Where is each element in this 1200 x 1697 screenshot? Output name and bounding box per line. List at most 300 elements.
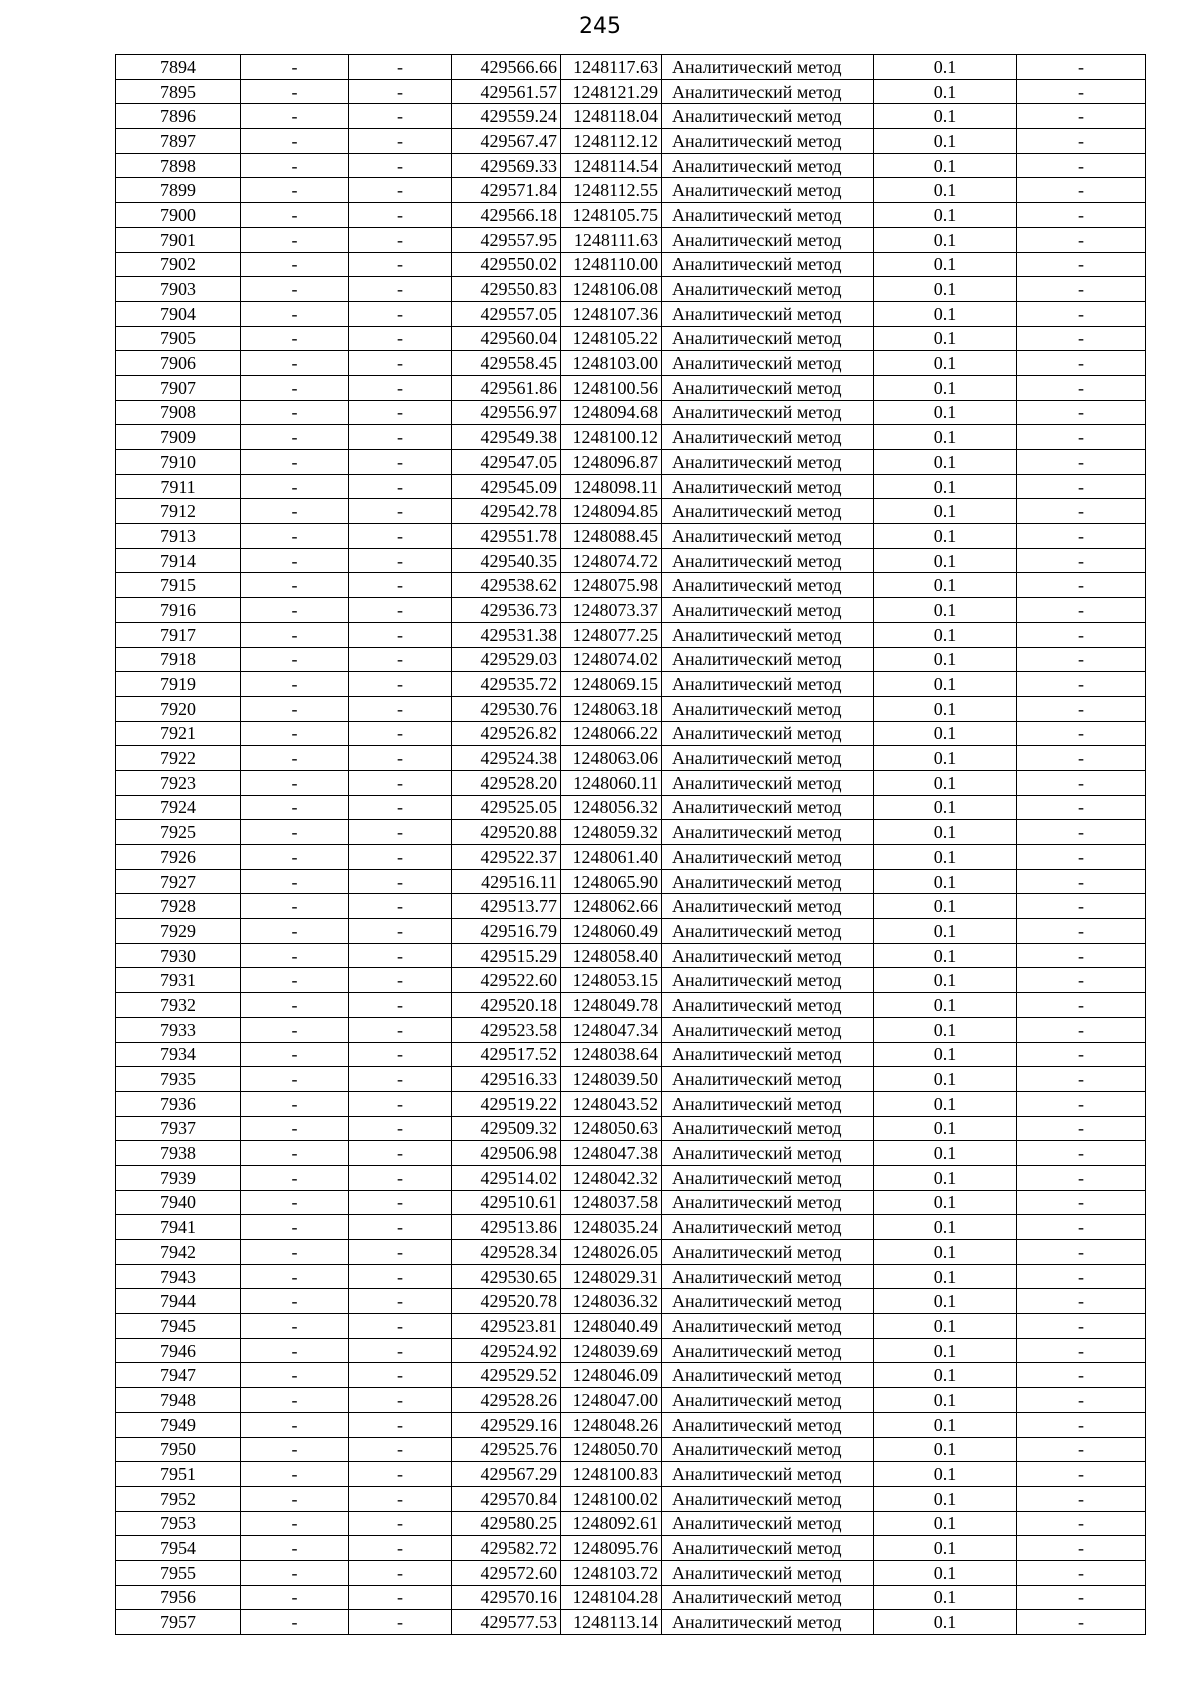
accuracy-cell: 0.1 bbox=[874, 548, 1017, 573]
empty-cell: - bbox=[1017, 129, 1146, 154]
empty-cell: - bbox=[241, 524, 349, 549]
empty-cell: - bbox=[1017, 153, 1146, 178]
method-cell: Аналитический метод bbox=[662, 1141, 874, 1166]
point-number-cell: 7910 bbox=[116, 450, 241, 475]
empty-cell: - bbox=[349, 1165, 452, 1190]
empty-cell: - bbox=[241, 1314, 349, 1339]
table-row bbox=[116, 894, 1146, 919]
empty-cell: - bbox=[241, 1412, 349, 1437]
accuracy-cell: 0.1 bbox=[874, 746, 1017, 771]
method-cell: Аналитический метод bbox=[662, 1511, 874, 1536]
x-coordinate-cell: 429506.98 bbox=[452, 1141, 561, 1166]
x-coordinate-cell: 429517.52 bbox=[452, 1042, 561, 1067]
empty-cell: - bbox=[241, 1190, 349, 1215]
point-number-cell: 7954 bbox=[116, 1536, 241, 1561]
x-coordinate-cell: 429510.61 bbox=[452, 1190, 561, 1215]
method-cell: Аналитический метод bbox=[662, 203, 874, 228]
empty-cell: - bbox=[241, 672, 349, 697]
y-coordinate-cell: 1248047.34 bbox=[561, 1017, 662, 1042]
method-cell: Аналитический метод bbox=[662, 943, 874, 968]
method-cell: Аналитический метод bbox=[662, 1338, 874, 1363]
point-number-cell: 7909 bbox=[116, 425, 241, 450]
empty-cell: - bbox=[1017, 746, 1146, 771]
x-coordinate-cell: 429572.60 bbox=[452, 1560, 561, 1585]
y-coordinate-cell: 1248039.50 bbox=[561, 1067, 662, 1092]
x-coordinate-cell: 429559.24 bbox=[452, 104, 561, 129]
empty-cell: - bbox=[241, 1560, 349, 1585]
empty-cell: - bbox=[1017, 450, 1146, 475]
accuracy-cell: 0.1 bbox=[874, 55, 1017, 80]
empty-cell: - bbox=[241, 696, 349, 721]
table-row bbox=[116, 450, 1146, 475]
point-number-cell: 7917 bbox=[116, 622, 241, 647]
empty-cell: - bbox=[1017, 1536, 1146, 1561]
empty-cell: - bbox=[241, 1511, 349, 1536]
x-coordinate-cell: 429524.38 bbox=[452, 746, 561, 771]
empty-cell: - bbox=[1017, 1511, 1146, 1536]
empty-cell: - bbox=[349, 647, 452, 672]
table-row bbox=[116, 647, 1146, 672]
point-number-cell: 7907 bbox=[116, 375, 241, 400]
empty-cell: - bbox=[241, 252, 349, 277]
method-cell: Аналитический метод bbox=[662, 1116, 874, 1141]
point-number-cell: 7931 bbox=[116, 968, 241, 993]
empty-cell: - bbox=[1017, 1338, 1146, 1363]
point-number-cell: 7922 bbox=[116, 746, 241, 771]
empty-cell: - bbox=[241, 573, 349, 598]
method-cell: Аналитический метод bbox=[662, 1462, 874, 1487]
table-row bbox=[116, 1116, 1146, 1141]
empty-cell: - bbox=[349, 450, 452, 475]
empty-cell: - bbox=[1017, 894, 1146, 919]
accuracy-cell: 0.1 bbox=[874, 375, 1017, 400]
empty-cell: - bbox=[1017, 795, 1146, 820]
method-cell: Аналитический метод bbox=[662, 129, 874, 154]
accuracy-cell: 0.1 bbox=[874, 770, 1017, 795]
table-row bbox=[116, 1412, 1146, 1437]
method-cell: Аналитический метод bbox=[662, 1388, 874, 1413]
accuracy-cell: 0.1 bbox=[874, 795, 1017, 820]
empty-cell: - bbox=[349, 795, 452, 820]
accuracy-cell: 0.1 bbox=[874, 1388, 1017, 1413]
table-row bbox=[116, 252, 1146, 277]
y-coordinate-cell: 1248088.45 bbox=[561, 524, 662, 549]
empty-cell: - bbox=[241, 326, 349, 351]
empty-cell: - bbox=[349, 1190, 452, 1215]
x-coordinate-cell: 429528.20 bbox=[452, 770, 561, 795]
table-row bbox=[116, 1437, 1146, 1462]
x-coordinate-cell: 429516.11 bbox=[452, 869, 561, 894]
method-cell: Аналитический метод bbox=[662, 450, 874, 475]
table-row bbox=[116, 993, 1146, 1018]
accuracy-cell: 0.1 bbox=[874, 499, 1017, 524]
point-number-cell: 7930 bbox=[116, 943, 241, 968]
accuracy-cell: 0.1 bbox=[874, 203, 1017, 228]
y-coordinate-cell: 1248092.61 bbox=[561, 1511, 662, 1536]
empty-cell: - bbox=[1017, 400, 1146, 425]
x-coordinate-cell: 429556.97 bbox=[452, 400, 561, 425]
x-coordinate-cell: 429525.76 bbox=[452, 1437, 561, 1462]
empty-cell: - bbox=[241, 795, 349, 820]
table-row bbox=[116, 1511, 1146, 1536]
x-coordinate-cell: 429561.86 bbox=[452, 375, 561, 400]
accuracy-cell: 0.1 bbox=[874, 79, 1017, 104]
method-cell: Аналитический метод bbox=[662, 301, 874, 326]
empty-cell: - bbox=[349, 1536, 452, 1561]
y-coordinate-cell: 1248038.64 bbox=[561, 1042, 662, 1067]
method-cell: Аналитический метод bbox=[662, 1486, 874, 1511]
method-cell: Аналитический метод bbox=[662, 1289, 874, 1314]
x-coordinate-cell: 429561.57 bbox=[452, 79, 561, 104]
accuracy-cell: 0.1 bbox=[874, 129, 1017, 154]
point-number-cell: 7946 bbox=[116, 1338, 241, 1363]
y-coordinate-cell: 1248040.49 bbox=[561, 1314, 662, 1339]
y-coordinate-cell: 1248112.12 bbox=[561, 129, 662, 154]
x-coordinate-cell: 429560.04 bbox=[452, 326, 561, 351]
y-coordinate-cell: 1248046.09 bbox=[561, 1363, 662, 1388]
accuracy-cell: 0.1 bbox=[874, 153, 1017, 178]
table-row bbox=[116, 820, 1146, 845]
x-coordinate-cell: 429569.33 bbox=[452, 153, 561, 178]
point-number-cell: 7904 bbox=[116, 301, 241, 326]
empty-cell: - bbox=[1017, 1067, 1146, 1092]
method-cell: Аналитический метод bbox=[662, 1585, 874, 1610]
empty-cell: - bbox=[241, 277, 349, 302]
table-row bbox=[116, 351, 1146, 376]
empty-cell: - bbox=[1017, 869, 1146, 894]
y-coordinate-cell: 1248035.24 bbox=[561, 1215, 662, 1240]
point-number-cell: 7901 bbox=[116, 227, 241, 252]
point-number-cell: 7926 bbox=[116, 845, 241, 870]
accuracy-cell: 0.1 bbox=[874, 1289, 1017, 1314]
table-row bbox=[116, 375, 1146, 400]
y-coordinate-cell: 1248074.02 bbox=[561, 647, 662, 672]
empty-cell: - bbox=[1017, 1240, 1146, 1265]
empty-cell: - bbox=[349, 1412, 452, 1437]
method-cell: Аналитический метод bbox=[662, 1536, 874, 1561]
y-coordinate-cell: 1248112.55 bbox=[561, 178, 662, 203]
empty-cell: - bbox=[349, 820, 452, 845]
accuracy-cell: 0.1 bbox=[874, 326, 1017, 351]
y-coordinate-cell: 1248061.40 bbox=[561, 845, 662, 870]
accuracy-cell: 0.1 bbox=[874, 1585, 1017, 1610]
x-coordinate-cell: 429547.05 bbox=[452, 450, 561, 475]
accuracy-cell: 0.1 bbox=[874, 845, 1017, 870]
method-cell: Аналитический метод bbox=[662, 894, 874, 919]
y-coordinate-cell: 1248058.40 bbox=[561, 943, 662, 968]
y-coordinate-cell: 1248096.87 bbox=[561, 450, 662, 475]
coordinates-table bbox=[115, 54, 1146, 1635]
y-coordinate-cell: 1248110.00 bbox=[561, 252, 662, 277]
y-coordinate-cell: 1248103.72 bbox=[561, 1560, 662, 1585]
x-coordinate-cell: 429570.16 bbox=[452, 1585, 561, 1610]
point-number-cell: 7898 bbox=[116, 153, 241, 178]
empty-cell: - bbox=[349, 1363, 452, 1388]
empty-cell: - bbox=[1017, 474, 1146, 499]
x-coordinate-cell: 429571.84 bbox=[452, 178, 561, 203]
accuracy-cell: 0.1 bbox=[874, 1165, 1017, 1190]
x-coordinate-cell: 429509.32 bbox=[452, 1116, 561, 1141]
method-cell: Аналитический метод bbox=[662, 548, 874, 573]
method-cell: Аналитический метод bbox=[662, 1017, 874, 1042]
empty-cell: - bbox=[241, 55, 349, 80]
x-coordinate-cell: 429550.83 bbox=[452, 277, 561, 302]
y-coordinate-cell: 1248100.12 bbox=[561, 425, 662, 450]
empty-cell: - bbox=[241, 894, 349, 919]
empty-cell: - bbox=[1017, 203, 1146, 228]
accuracy-cell: 0.1 bbox=[874, 1091, 1017, 1116]
method-cell: Аналитический метод bbox=[662, 598, 874, 623]
empty-cell: - bbox=[349, 400, 452, 425]
point-number-cell: 7936 bbox=[116, 1091, 241, 1116]
y-coordinate-cell: 1248094.85 bbox=[561, 499, 662, 524]
y-coordinate-cell: 1248100.83 bbox=[561, 1462, 662, 1487]
y-coordinate-cell: 1248065.90 bbox=[561, 869, 662, 894]
point-number-cell: 7895 bbox=[116, 79, 241, 104]
table-body bbox=[116, 55, 1146, 1635]
page-number: 245 bbox=[579, 14, 621, 39]
table-row bbox=[116, 672, 1146, 697]
accuracy-cell: 0.1 bbox=[874, 598, 1017, 623]
x-coordinate-cell: 429545.09 bbox=[452, 474, 561, 499]
y-coordinate-cell: 1248047.38 bbox=[561, 1141, 662, 1166]
point-number-cell: 7939 bbox=[116, 1165, 241, 1190]
point-number-cell: 7906 bbox=[116, 351, 241, 376]
y-coordinate-cell: 1248117.63 bbox=[561, 55, 662, 80]
accuracy-cell: 0.1 bbox=[874, 524, 1017, 549]
empty-cell: - bbox=[241, 1338, 349, 1363]
empty-cell: - bbox=[241, 1536, 349, 1561]
y-coordinate-cell: 1248060.11 bbox=[561, 770, 662, 795]
empty-cell: - bbox=[241, 869, 349, 894]
point-number-cell: 7944 bbox=[116, 1289, 241, 1314]
x-coordinate-cell: 429524.92 bbox=[452, 1338, 561, 1363]
table-row bbox=[116, 1388, 1146, 1413]
y-coordinate-cell: 1248100.02 bbox=[561, 1486, 662, 1511]
accuracy-cell: 0.1 bbox=[874, 252, 1017, 277]
empty-cell: - bbox=[349, 1091, 452, 1116]
empty-cell: - bbox=[349, 104, 452, 129]
empty-cell: - bbox=[1017, 1116, 1146, 1141]
table-row bbox=[116, 795, 1146, 820]
point-number-cell: 7928 bbox=[116, 894, 241, 919]
point-number-cell: 7908 bbox=[116, 400, 241, 425]
empty-cell: - bbox=[349, 721, 452, 746]
empty-cell: - bbox=[1017, 672, 1146, 697]
point-number-cell: 7934 bbox=[116, 1042, 241, 1067]
method-cell: Аналитический метод bbox=[662, 375, 874, 400]
empty-cell: - bbox=[1017, 1610, 1146, 1635]
empty-cell: - bbox=[349, 869, 452, 894]
table-row bbox=[116, 622, 1146, 647]
empty-cell: - bbox=[241, 203, 349, 228]
table-row bbox=[116, 573, 1146, 598]
empty-cell: - bbox=[1017, 968, 1146, 993]
empty-cell: - bbox=[241, 104, 349, 129]
empty-cell: - bbox=[349, 1215, 452, 1240]
empty-cell: - bbox=[349, 474, 452, 499]
method-cell: Аналитический метод bbox=[662, 919, 874, 944]
empty-cell: - bbox=[241, 598, 349, 623]
method-cell: Аналитический метод bbox=[662, 869, 874, 894]
empty-cell: - bbox=[349, 1437, 452, 1462]
empty-cell: - bbox=[1017, 647, 1146, 672]
table-row bbox=[116, 129, 1146, 154]
empty-cell: - bbox=[349, 894, 452, 919]
x-coordinate-cell: 429523.58 bbox=[452, 1017, 561, 1042]
x-coordinate-cell: 429557.95 bbox=[452, 227, 561, 252]
method-cell: Аналитический метод bbox=[662, 1363, 874, 1388]
empty-cell: - bbox=[241, 178, 349, 203]
point-number-cell: 7932 bbox=[116, 993, 241, 1018]
x-coordinate-cell: 429582.72 bbox=[452, 1536, 561, 1561]
empty-cell: - bbox=[241, 1610, 349, 1635]
empty-cell: - bbox=[241, 301, 349, 326]
table-row bbox=[116, 1610, 1146, 1635]
method-cell: Аналитический метод bbox=[662, 1240, 874, 1265]
empty-cell: - bbox=[349, 993, 452, 1018]
table-row bbox=[116, 696, 1146, 721]
empty-cell: - bbox=[241, 968, 349, 993]
method-cell: Аналитический метод bbox=[662, 696, 874, 721]
table-row bbox=[116, 524, 1146, 549]
method-cell: Аналитический метод bbox=[662, 1067, 874, 1092]
point-number-cell: 7899 bbox=[116, 178, 241, 203]
method-cell: Аналитический метод bbox=[662, 178, 874, 203]
y-coordinate-cell: 1248056.32 bbox=[561, 795, 662, 820]
empty-cell: - bbox=[1017, 227, 1146, 252]
empty-cell: - bbox=[1017, 1017, 1146, 1042]
method-cell: Аналитический метод bbox=[662, 1264, 874, 1289]
method-cell: Аналитический метод bbox=[662, 227, 874, 252]
x-coordinate-cell: 429542.78 bbox=[452, 499, 561, 524]
point-number-cell: 7916 bbox=[116, 598, 241, 623]
accuracy-cell: 0.1 bbox=[874, 622, 1017, 647]
x-coordinate-cell: 429580.25 bbox=[452, 1511, 561, 1536]
y-coordinate-cell: 1248049.78 bbox=[561, 993, 662, 1018]
empty-cell: - bbox=[349, 351, 452, 376]
method-cell: Аналитический метод bbox=[662, 1091, 874, 1116]
empty-cell: - bbox=[241, 993, 349, 1018]
y-coordinate-cell: 1248094.68 bbox=[561, 400, 662, 425]
empty-cell: - bbox=[1017, 845, 1146, 870]
table-row bbox=[116, 845, 1146, 870]
empty-cell: - bbox=[241, 1215, 349, 1240]
empty-cell: - bbox=[349, 499, 452, 524]
table-row bbox=[116, 1363, 1146, 1388]
y-coordinate-cell: 1248026.05 bbox=[561, 1240, 662, 1265]
point-number-cell: 7921 bbox=[116, 721, 241, 746]
table-row bbox=[116, 203, 1146, 228]
method-cell: Аналитический метод bbox=[662, 104, 874, 129]
accuracy-cell: 0.1 bbox=[874, 1437, 1017, 1462]
empty-cell: - bbox=[1017, 573, 1146, 598]
empty-cell: - bbox=[1017, 178, 1146, 203]
method-cell: Аналитический метод bbox=[662, 573, 874, 598]
accuracy-cell: 0.1 bbox=[874, 1363, 1017, 1388]
method-cell: Аналитический метод bbox=[662, 1610, 874, 1635]
table-row bbox=[116, 326, 1146, 351]
x-coordinate-cell: 429535.72 bbox=[452, 672, 561, 697]
x-coordinate-cell: 429529.16 bbox=[452, 1412, 561, 1437]
empty-cell: - bbox=[1017, 351, 1146, 376]
empty-cell: - bbox=[241, 919, 349, 944]
table-row bbox=[116, 1042, 1146, 1067]
empty-cell: - bbox=[1017, 425, 1146, 450]
empty-cell: - bbox=[1017, 104, 1146, 129]
accuracy-cell: 0.1 bbox=[874, 1017, 1017, 1042]
y-coordinate-cell: 1248107.36 bbox=[561, 301, 662, 326]
empty-cell: - bbox=[1017, 375, 1146, 400]
accuracy-cell: 0.1 bbox=[874, 1215, 1017, 1240]
empty-cell: - bbox=[241, 1091, 349, 1116]
accuracy-cell: 0.1 bbox=[874, 869, 1017, 894]
point-number-cell: 7933 bbox=[116, 1017, 241, 1042]
empty-cell: - bbox=[1017, 1486, 1146, 1511]
empty-cell: - bbox=[241, 1165, 349, 1190]
y-coordinate-cell: 1248075.98 bbox=[561, 573, 662, 598]
accuracy-cell: 0.1 bbox=[874, 178, 1017, 203]
table-row bbox=[116, 1067, 1146, 1092]
y-coordinate-cell: 1248095.76 bbox=[561, 1536, 662, 1561]
table-row bbox=[116, 869, 1146, 894]
x-coordinate-cell: 429550.02 bbox=[452, 252, 561, 277]
empty-cell: - bbox=[241, 721, 349, 746]
empty-cell: - bbox=[241, 1462, 349, 1487]
empty-cell: - bbox=[1017, 1437, 1146, 1462]
method-cell: Аналитический метод bbox=[662, 351, 874, 376]
accuracy-cell: 0.1 bbox=[874, 820, 1017, 845]
empty-cell: - bbox=[241, 1363, 349, 1388]
x-coordinate-cell: 429536.73 bbox=[452, 598, 561, 623]
empty-cell: - bbox=[241, 770, 349, 795]
empty-cell: - bbox=[349, 301, 452, 326]
table-row bbox=[116, 1091, 1146, 1116]
empty-cell: - bbox=[349, 968, 452, 993]
x-coordinate-cell: 429530.76 bbox=[452, 696, 561, 721]
empty-cell: - bbox=[1017, 1585, 1146, 1610]
x-coordinate-cell: 429570.84 bbox=[452, 1486, 561, 1511]
accuracy-cell: 0.1 bbox=[874, 351, 1017, 376]
empty-cell: - bbox=[241, 375, 349, 400]
empty-cell: - bbox=[241, 400, 349, 425]
table-row bbox=[116, 1240, 1146, 1265]
method-cell: Аналитический метод bbox=[662, 1190, 874, 1215]
empty-cell: - bbox=[241, 1042, 349, 1067]
y-coordinate-cell: 1248077.25 bbox=[561, 622, 662, 647]
x-coordinate-cell: 429531.38 bbox=[452, 622, 561, 647]
point-number-cell: 7937 bbox=[116, 1116, 241, 1141]
x-coordinate-cell: 429516.33 bbox=[452, 1067, 561, 1092]
empty-cell: - bbox=[1017, 1190, 1146, 1215]
y-coordinate-cell: 1248074.72 bbox=[561, 548, 662, 573]
empty-cell: - bbox=[349, 178, 452, 203]
point-number-cell: 7905 bbox=[116, 326, 241, 351]
empty-cell: - bbox=[349, 524, 452, 549]
table-row bbox=[116, 1264, 1146, 1289]
point-number-cell: 7896 bbox=[116, 104, 241, 129]
table-row bbox=[116, 943, 1146, 968]
x-coordinate-cell: 429528.34 bbox=[452, 1240, 561, 1265]
accuracy-cell: 0.1 bbox=[874, 1314, 1017, 1339]
x-coordinate-cell: 429551.78 bbox=[452, 524, 561, 549]
y-coordinate-cell: 1248037.58 bbox=[561, 1190, 662, 1215]
empty-cell: - bbox=[241, 845, 349, 870]
empty-cell: - bbox=[349, 598, 452, 623]
empty-cell: - bbox=[241, 820, 349, 845]
accuracy-cell: 0.1 bbox=[874, 1067, 1017, 1092]
empty-cell: - bbox=[349, 1264, 452, 1289]
